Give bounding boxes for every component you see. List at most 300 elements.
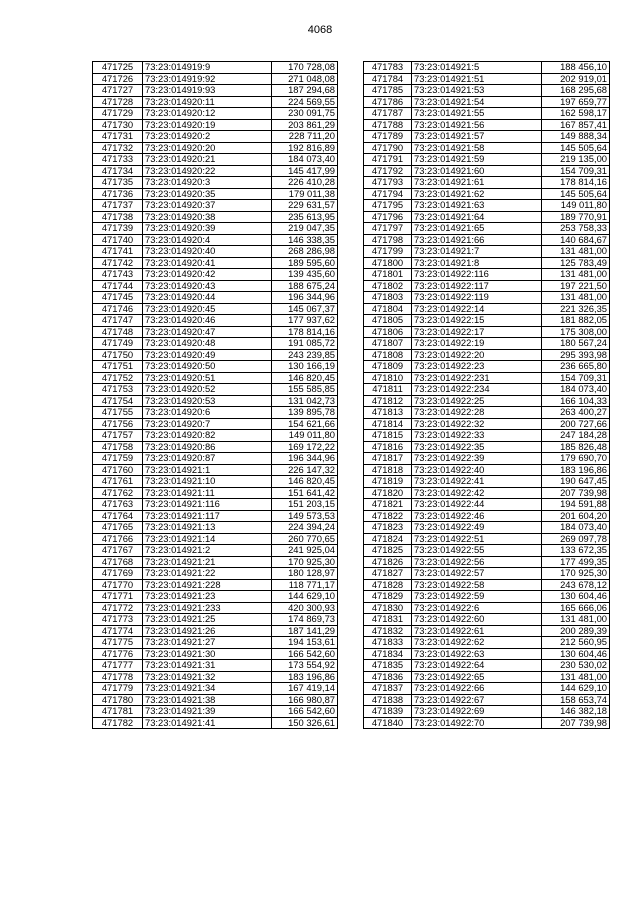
row-number-cell: 471835 <box>364 660 412 672</box>
table-row <box>364 545 610 557</box>
cadastral-number-cell: 73:23:014920:35 <box>143 188 272 200</box>
table-row <box>364 430 610 442</box>
row-number-cell: 471817 <box>364 453 412 465</box>
row-number-cell: 471763 <box>93 499 143 511</box>
value-cell: 243 239,85 <box>272 349 338 361</box>
value-cell: 180 128,97 <box>272 568 338 580</box>
value-cell: 189 770,91 <box>542 211 610 223</box>
cadastral-number-cell: 73:23:014920:43 <box>143 280 272 292</box>
cadastral-number-cell: 73:23:014921:23 <box>143 591 272 603</box>
row-number-cell: 471734 <box>93 165 143 177</box>
cadastral-number-cell: 73:23:014919:9 <box>143 62 272 74</box>
cadastral-number-cell: 73:23:014922:25 <box>412 395 542 407</box>
value-cell: 247 184,28 <box>542 430 610 442</box>
value-cell: 196 344,96 <box>272 292 338 304</box>
cadastral-number-cell: 73:23:014920:12 <box>143 108 272 120</box>
cadastral-number-cell: 73:23:014920:41 <box>143 257 272 269</box>
cadastral-number-cell: 73:23:014922:63 <box>412 648 542 660</box>
value-cell: 166 980,87 <box>272 694 338 706</box>
row-number-cell: 471839 <box>364 706 412 718</box>
table-row <box>93 499 338 511</box>
cadastral-number-cell: 73:23:014920:22 <box>143 165 272 177</box>
cadastral-number-cell: 73:23:014920:3 <box>143 177 272 189</box>
cadastral-number-cell: 73:23:014922:15 <box>412 315 542 327</box>
table-row <box>364 706 610 718</box>
cadastral-number-cell: 73:23:014921:30 <box>143 648 272 660</box>
cadastral-number-cell: 73:23:014921:60 <box>412 165 542 177</box>
row-number-cell: 471775 <box>93 637 143 649</box>
value-cell: 224 569,55 <box>272 96 338 108</box>
table-row <box>93 188 338 200</box>
table-row <box>93 407 338 419</box>
table-row <box>364 487 610 499</box>
value-cell: 125 783,49 <box>542 257 610 269</box>
row-number-cell: 471766 <box>93 533 143 545</box>
table-row <box>364 407 610 419</box>
cadastral-number-cell: 73:23:014921:14 <box>143 533 272 545</box>
value-cell: 219 047,35 <box>272 223 338 235</box>
value-cell: 200 289,39 <box>542 625 610 637</box>
cadastral-number-cell: 73:23:014921:21 <box>143 556 272 568</box>
row-number-cell: 471825 <box>364 545 412 557</box>
row-number-cell: 471750 <box>93 349 143 361</box>
table-row <box>93 85 338 97</box>
cadastral-number-cell: 73:23:014920:48 <box>143 338 272 350</box>
value-cell: 130 604,46 <box>542 648 610 660</box>
row-number-cell: 471787 <box>364 108 412 120</box>
value-cell: 131 481,00 <box>542 614 610 626</box>
value-cell: 228 711,20 <box>272 131 338 143</box>
row-number-cell: 471810 <box>364 372 412 384</box>
value-cell: 200 727,66 <box>542 418 610 430</box>
row-number-cell: 471834 <box>364 648 412 660</box>
value-cell: 263 400,27 <box>542 407 610 419</box>
cadastral-number-cell: 73:23:014922:119 <box>412 292 542 304</box>
value-cell: 140 684,67 <box>542 234 610 246</box>
row-number-cell: 471801 <box>364 269 412 281</box>
row-number-cell: 471831 <box>364 614 412 626</box>
table-row <box>93 648 338 660</box>
value-cell: 243 678,12 <box>542 579 610 591</box>
table-row <box>93 476 338 488</box>
value-cell: 167 857,41 <box>542 119 610 131</box>
cadastral-number-cell: 73:23:014922:65 <box>412 671 542 683</box>
row-number-cell: 471784 <box>364 73 412 85</box>
row-number-cell: 471783 <box>364 62 412 74</box>
table-row <box>364 269 610 281</box>
row-number-cell: 471771 <box>93 591 143 603</box>
table-row <box>364 223 610 235</box>
row-number-cell: 471837 <box>364 683 412 695</box>
row-number-cell: 471829 <box>364 591 412 603</box>
table-row <box>93 671 338 683</box>
cadastral-number-cell: 73:23:014920:21 <box>143 154 272 166</box>
row-number-cell: 471730 <box>93 119 143 131</box>
cadastral-number-cell: 73:23:014920:37 <box>143 200 272 212</box>
row-number-cell: 471813 <box>364 407 412 419</box>
value-cell: 145 067,37 <box>272 303 338 315</box>
value-cell: 230 530,02 <box>542 660 610 672</box>
cadastral-number-cell: 73:23:014921:59 <box>412 154 542 166</box>
cadastral-number-cell: 73:23:014921:13 <box>143 522 272 534</box>
row-number-cell: 471765 <box>93 522 143 534</box>
cadastral-table-left <box>92 61 338 729</box>
value-cell: 173 554,92 <box>272 660 338 672</box>
table-row <box>93 453 338 465</box>
value-cell: 155 585,85 <box>272 384 338 396</box>
cadastral-number-cell: 73:23:014920:20 <box>143 142 272 154</box>
table-row <box>93 165 338 177</box>
value-cell: 154 621,66 <box>272 418 338 430</box>
table-row <box>93 545 338 557</box>
value-cell: 166 542,60 <box>272 648 338 660</box>
row-number-cell: 471828 <box>364 579 412 591</box>
row-number-cell: 471811 <box>364 384 412 396</box>
row-number-cell: 471792 <box>364 165 412 177</box>
cadastral-number-cell: 73:23:014920:46 <box>143 315 272 327</box>
row-number-cell: 471812 <box>364 395 412 407</box>
row-number-cell: 471780 <box>93 694 143 706</box>
cadastral-number-cell: 73:23:014920:2 <box>143 131 272 143</box>
table-row <box>364 142 610 154</box>
table-row <box>93 556 338 568</box>
cadastral-number-cell: 73:23:014921:65 <box>412 223 542 235</box>
cadastral-number-cell: 73:23:014920:86 <box>143 441 272 453</box>
value-cell: 197 659,77 <box>542 96 610 108</box>
cadastral-number-cell: 73:23:014922:42 <box>412 487 542 499</box>
value-cell: 154 709,31 <box>542 372 610 384</box>
table-row <box>93 706 338 718</box>
value-cell: 167 419,14 <box>272 683 338 695</box>
value-cell: 133 672,35 <box>542 545 610 557</box>
value-cell: 169 172,22 <box>272 441 338 453</box>
value-cell: 158 653,74 <box>542 694 610 706</box>
table-row <box>364 476 610 488</box>
row-number-cell: 471822 <box>364 510 412 522</box>
value-cell: 269 097,78 <box>542 533 610 545</box>
table-row <box>93 430 338 442</box>
table-row <box>364 315 610 327</box>
table-row <box>364 165 610 177</box>
value-cell: 196 344,96 <box>272 453 338 465</box>
table-row <box>364 671 610 683</box>
row-number-cell: 471762 <box>93 487 143 499</box>
cadastral-number-cell: 73:23:014919:92 <box>143 73 272 85</box>
row-number-cell: 471816 <box>364 441 412 453</box>
table-row <box>93 234 338 246</box>
value-cell: 268 286,98 <box>272 246 338 258</box>
cadastral-number-cell: 73:23:014921:56 <box>412 119 542 131</box>
cadastral-number-cell: 73:23:014920:51 <box>143 372 272 384</box>
value-cell: 226 147,32 <box>272 464 338 476</box>
value-cell: 194 153,61 <box>272 637 338 649</box>
row-number-cell: 471748 <box>93 326 143 338</box>
value-cell: 241 925,04 <box>272 545 338 557</box>
value-cell: 118 771,17 <box>272 579 338 591</box>
row-number-cell: 471774 <box>93 625 143 637</box>
cadastral-number-cell: 73:23:014922:6 <box>412 602 542 614</box>
row-number-cell: 471805 <box>364 315 412 327</box>
row-number-cell: 471781 <box>93 706 143 718</box>
cadastral-number-cell: 73:23:014922:66 <box>412 683 542 695</box>
cadastral-number-cell: 73:23:014920:7 <box>143 418 272 430</box>
table-row <box>93 108 338 120</box>
cadastral-number-cell: 73:23:014922:234 <box>412 384 542 396</box>
row-number-cell: 471777 <box>93 660 143 672</box>
row-number-cell: 471794 <box>364 188 412 200</box>
value-cell: 184 073,40 <box>272 154 338 166</box>
row-number-cell: 471815 <box>364 430 412 442</box>
row-number-cell: 471791 <box>364 154 412 166</box>
row-number-cell: 471755 <box>93 407 143 419</box>
cadastral-number-cell: 73:23:014919:93 <box>143 85 272 97</box>
cadastral-number-cell: 73:23:014921:228 <box>143 579 272 591</box>
row-number-cell: 471729 <box>93 108 143 120</box>
row-number-cell: 471770 <box>93 579 143 591</box>
row-number-cell: 471767 <box>93 545 143 557</box>
cadastral-number-cell: 73:23:014922:33 <box>412 430 542 442</box>
value-cell: 187 141,29 <box>272 625 338 637</box>
table-row <box>93 62 338 74</box>
value-cell: 202 919,01 <box>542 73 610 85</box>
row-number-cell: 471742 <box>93 257 143 269</box>
value-cell: 229 631,57 <box>272 200 338 212</box>
table-row <box>364 637 610 649</box>
table-row <box>93 694 338 706</box>
value-cell: 219 135,00 <box>542 154 610 166</box>
value-cell: 139 435,60 <box>272 269 338 281</box>
row-number-cell: 471751 <box>93 361 143 373</box>
table-row <box>364 73 610 85</box>
row-number-cell: 471803 <box>364 292 412 304</box>
cadastral-number-cell: 73:23:014920:45 <box>143 303 272 315</box>
table-row <box>93 223 338 235</box>
value-cell: 271 048,08 <box>272 73 338 85</box>
row-number-cell: 471832 <box>364 625 412 637</box>
value-cell: 226 410,28 <box>272 177 338 189</box>
value-cell: 230 091,75 <box>272 108 338 120</box>
row-number-cell: 471838 <box>364 694 412 706</box>
page-number: 4068 <box>307 24 333 36</box>
row-number-cell: 471739 <box>93 223 143 235</box>
table-row <box>364 418 610 430</box>
value-cell: 149 573,53 <box>272 510 338 522</box>
table-row <box>364 131 610 143</box>
table-row <box>93 96 338 108</box>
table-row <box>364 602 610 614</box>
row-number-cell: 471823 <box>364 522 412 534</box>
value-cell: 197 221,50 <box>542 280 610 292</box>
row-number-cell: 471802 <box>364 280 412 292</box>
row-number-cell: 471782 <box>93 717 143 729</box>
row-number-cell: 471776 <box>93 648 143 660</box>
table-row <box>93 487 338 499</box>
row-number-cell: 471814 <box>364 418 412 430</box>
table-row <box>364 717 610 729</box>
cadastral-number-cell: 73:23:014921:11 <box>143 487 272 499</box>
table-row <box>364 338 610 350</box>
row-number-cell: 471764 <box>93 510 143 522</box>
cadastral-number-cell: 73:23:014920:44 <box>143 292 272 304</box>
row-number-cell: 471746 <box>93 303 143 315</box>
cadastral-number-cell: 73:23:014922:231 <box>412 372 542 384</box>
value-cell: 131 481,00 <box>542 292 610 304</box>
table-row <box>93 568 338 580</box>
value-cell: 130 604,46 <box>542 591 610 603</box>
value-cell: 235 613,95 <box>272 211 338 223</box>
row-number-cell: 471735 <box>93 177 143 189</box>
cadastral-number-cell: 73:23:014920:39 <box>143 223 272 235</box>
cadastral-number-cell: 73:23:014922:20 <box>412 349 542 361</box>
table-row <box>364 177 610 189</box>
row-number-cell: 471833 <box>364 637 412 649</box>
value-cell: 185 826,48 <box>542 441 610 453</box>
row-number-cell: 471727 <box>93 85 143 97</box>
value-cell: 170 925,30 <box>542 568 610 580</box>
value-cell: 188 456,10 <box>542 62 610 74</box>
cadastral-number-cell: 73:23:014922:56 <box>412 556 542 568</box>
table-row <box>93 395 338 407</box>
value-cell: 149 011,80 <box>272 430 338 442</box>
cadastral-number-cell: 73:23:014920:6 <box>143 407 272 419</box>
table-row <box>364 154 610 166</box>
cadastral-number-cell: 73:23:014920:82 <box>143 430 272 442</box>
row-number-cell: 471796 <box>364 211 412 223</box>
table-row <box>93 280 338 292</box>
table-row <box>364 510 610 522</box>
cadastral-number-cell: 73:23:014922:41 <box>412 476 542 488</box>
value-cell: 174 869,73 <box>272 614 338 626</box>
table-row <box>364 660 610 672</box>
row-number-cell: 471740 <box>93 234 143 246</box>
value-cell: 207 739,98 <box>542 487 610 499</box>
table-row <box>93 372 338 384</box>
table-row <box>364 326 610 338</box>
table-row <box>93 338 338 350</box>
cadastral-number-cell: 73:23:014921:41 <box>143 717 272 729</box>
cadastral-number-cell: 73:23:014920:42 <box>143 269 272 281</box>
value-cell: 189 595,60 <box>272 257 338 269</box>
value-cell: 295 393,98 <box>542 349 610 361</box>
cadastral-number-cell: 73:23:014921:233 <box>143 602 272 614</box>
cadastral-number-cell: 73:23:014921:117 <box>143 510 272 522</box>
table-row <box>364 246 610 258</box>
value-cell: 168 295,68 <box>542 85 610 97</box>
row-number-cell: 471778 <box>93 671 143 683</box>
cadastral-number-cell: 73:23:014922:40 <box>412 464 542 476</box>
row-number-cell: 471745 <box>93 292 143 304</box>
row-number-cell: 471840 <box>364 717 412 729</box>
table-row <box>364 211 610 223</box>
table-row <box>364 372 610 384</box>
value-cell: 149 011,80 <box>542 200 610 212</box>
table-row <box>364 453 610 465</box>
table-row <box>364 234 610 246</box>
value-cell: 253 758,33 <box>542 223 610 235</box>
cadastral-number-cell: 73:23:014922:14 <box>412 303 542 315</box>
table-row <box>93 522 338 534</box>
value-cell: 175 308,00 <box>542 326 610 338</box>
value-cell: 178 814,16 <box>272 326 338 338</box>
table-row <box>93 533 338 545</box>
table-row <box>93 441 338 453</box>
cadastral-number-cell: 73:23:014921:64 <box>412 211 542 223</box>
cadastral-number-cell: 73:23:014922:62 <box>412 637 542 649</box>
value-cell: 192 816,89 <box>272 142 338 154</box>
table-row <box>93 246 338 258</box>
row-number-cell: 471786 <box>364 96 412 108</box>
table-row <box>93 683 338 695</box>
value-cell: 184 073,40 <box>542 522 610 534</box>
table-row <box>93 269 338 281</box>
table-row <box>364 579 610 591</box>
value-cell: 181 882,05 <box>542 315 610 327</box>
value-cell: 170 728,08 <box>272 62 338 74</box>
cadastral-number-cell: 73:23:014921:32 <box>143 671 272 683</box>
row-number-cell: 471760 <box>93 464 143 476</box>
row-number-cell: 471726 <box>93 73 143 85</box>
value-cell: 190 647,45 <box>542 476 610 488</box>
row-number-cell: 471757 <box>93 430 143 442</box>
row-number-cell: 471769 <box>93 568 143 580</box>
cadastral-number-cell: 73:23:014920:38 <box>143 211 272 223</box>
cadastral-number-cell: 73:23:014920:40 <box>143 246 272 258</box>
table-row <box>93 177 338 189</box>
row-number-cell: 471785 <box>364 85 412 97</box>
cadastral-number-cell: 73:23:014921:25 <box>143 614 272 626</box>
value-cell: 154 709,31 <box>542 165 610 177</box>
value-cell: 165 666,06 <box>542 602 610 614</box>
cadastral-number-cell: 73:23:014921:55 <box>412 108 542 120</box>
row-number-cell: 471738 <box>93 211 143 223</box>
cadastral-number-cell: 73:23:014922:117 <box>412 280 542 292</box>
cadastral-number-cell: 73:23:014920:87 <box>143 453 272 465</box>
row-number-cell: 471799 <box>364 246 412 258</box>
cadastral-number-cell: 73:23:014921:61 <box>412 177 542 189</box>
row-number-cell: 471758 <box>93 441 143 453</box>
table-row <box>93 73 338 85</box>
row-number-cell: 471741 <box>93 246 143 258</box>
row-number-cell: 471800 <box>364 257 412 269</box>
cadastral-number-cell: 73:23:014920:47 <box>143 326 272 338</box>
table-row <box>93 349 338 361</box>
value-cell: 151 203,15 <box>272 499 338 511</box>
row-number-cell: 471779 <box>93 683 143 695</box>
row-number-cell: 471733 <box>93 154 143 166</box>
cadastral-number-cell: 73:23:014922:67 <box>412 694 542 706</box>
cadastral-number-cell: 73:23:014922:64 <box>412 660 542 672</box>
table-row <box>93 326 338 338</box>
table-row <box>93 315 338 327</box>
row-number-cell: 471827 <box>364 568 412 580</box>
row-number-cell: 471807 <box>364 338 412 350</box>
cadastral-number-cell: 73:23:014921:62 <box>412 188 542 200</box>
row-number-cell: 471737 <box>93 200 143 212</box>
value-cell: 236 665,80 <box>542 361 610 373</box>
table-row <box>93 625 338 637</box>
value-cell: 187 294,68 <box>272 85 338 97</box>
cadastral-number-cell: 73:23:014922:61 <box>412 625 542 637</box>
cadastral-number-cell: 73:23:014921:31 <box>143 660 272 672</box>
cadastral-number-cell: 73:23:014922:19 <box>412 338 542 350</box>
row-number-cell: 471752 <box>93 372 143 384</box>
table-row <box>364 119 610 131</box>
row-number-cell: 471826 <box>364 556 412 568</box>
value-cell: 194 591,88 <box>542 499 610 511</box>
value-cell: 177 499,35 <box>542 556 610 568</box>
cadastral-number-cell: 73:23:014922:57 <box>412 568 542 580</box>
row-number-cell: 471761 <box>93 476 143 488</box>
